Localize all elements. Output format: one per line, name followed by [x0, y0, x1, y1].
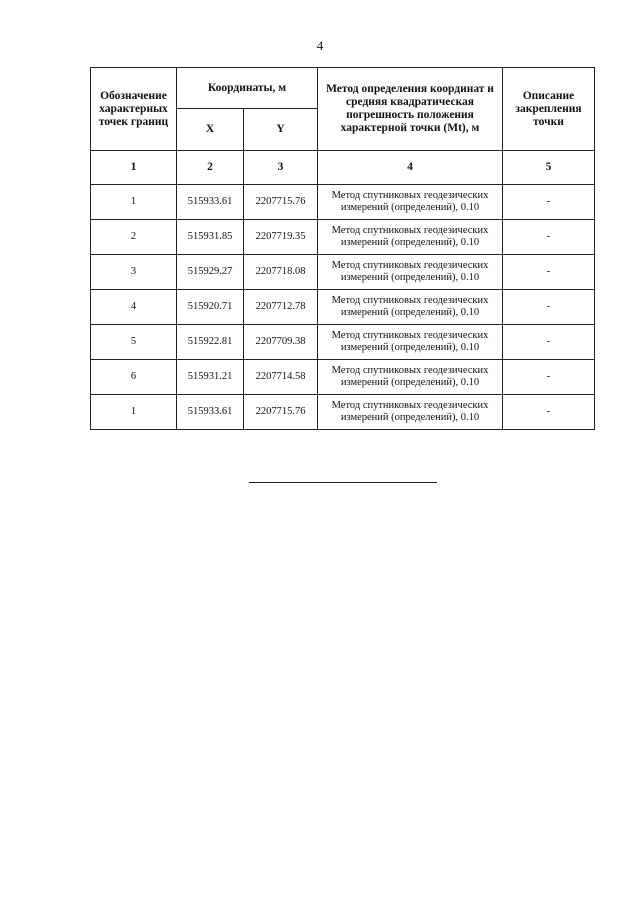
coord-y: 2207718.08 — [244, 255, 318, 290]
coord-x: 515933.61 — [177, 185, 244, 220]
end-divider-line — [249, 482, 437, 483]
table-row — [91, 325, 595, 360]
table-row — [91, 360, 595, 395]
column-number: 3 — [244, 151, 318, 185]
method-text: Метод спутниковых геодезических измерений (определений), 0.10 — [318, 220, 503, 255]
method-text: Метод спутниковых геодезических измерений (определений), 0.10 — [318, 185, 503, 220]
table-row — [91, 255, 595, 290]
header-description: Описание закрепления точки — [503, 68, 595, 151]
header-row — [91, 68, 595, 109]
method-text: Метод спутниковых геодезических измерений (определений), 0.10 — [318, 325, 503, 360]
coord-x: 515931.21 — [177, 360, 244, 395]
coord-y: 2207715.76 — [244, 185, 318, 220]
page-number: 4 — [316, 38, 324, 53]
header-y: Y — [244, 109, 318, 151]
coord-y: 2207712.78 — [244, 290, 318, 325]
boundary-points-table — [90, 67, 595, 430]
method-text: Метод спутниковых геодезических измерений (определений), 0.10 — [318, 395, 503, 430]
point-id: 1 — [91, 185, 177, 220]
coord-x: 515931.85 — [177, 220, 244, 255]
method-text: Метод спутниковых геодезических измерений (определений), 0.10 — [318, 290, 503, 325]
point-id: 1 — [91, 395, 177, 430]
header-designation: Обозначение характерных точек границ — [91, 68, 177, 151]
column-number: 4 — [318, 151, 503, 185]
coord-x: 515929.27 — [177, 255, 244, 290]
coord-y: 2207714.58 — [244, 360, 318, 395]
fixing-description: - — [503, 290, 595, 325]
coord-y: 2207719.35 — [244, 220, 318, 255]
column-number: 2 — [177, 151, 244, 185]
header-coordinates: Координаты, м — [177, 68, 318, 109]
coord-x: 515920.71 — [177, 290, 244, 325]
method-text: Метод спутниковых геодезических измерений (определений), 0.10 — [318, 360, 503, 395]
point-id: 6 — [91, 360, 177, 395]
point-id: 5 — [91, 325, 177, 360]
coord-y: 2207715.76 — [244, 395, 318, 430]
table-row — [91, 185, 595, 220]
column-numbers-row — [91, 151, 595, 185]
fixing-description: - — [503, 220, 595, 255]
table-row — [91, 220, 595, 255]
point-id: 2 — [91, 220, 177, 255]
table-row — [91, 290, 595, 325]
coord-x: 515922.81 — [177, 325, 244, 360]
header-method: Метод определения координат и средняя квадратическая погрешность положения характерной точки (Mt), м — [318, 68, 503, 151]
fixing-description: - — [503, 185, 595, 220]
header-x: X — [177, 109, 244, 151]
fixing-description: - — [503, 395, 595, 430]
table-row — [91, 395, 595, 430]
fixing-description: - — [503, 255, 595, 290]
fixing-description: - — [503, 325, 595, 360]
column-number: 1 — [91, 151, 177, 185]
fixing-description: - — [503, 360, 595, 395]
coord-x: 515933.61 — [177, 395, 244, 430]
method-text: Метод спутниковых геодезических измерений (определений), 0.10 — [318, 255, 503, 290]
point-id: 3 — [91, 255, 177, 290]
coord-y: 2207709.38 — [244, 325, 318, 360]
column-number: 5 — [503, 151, 595, 185]
point-id: 4 — [91, 290, 177, 325]
